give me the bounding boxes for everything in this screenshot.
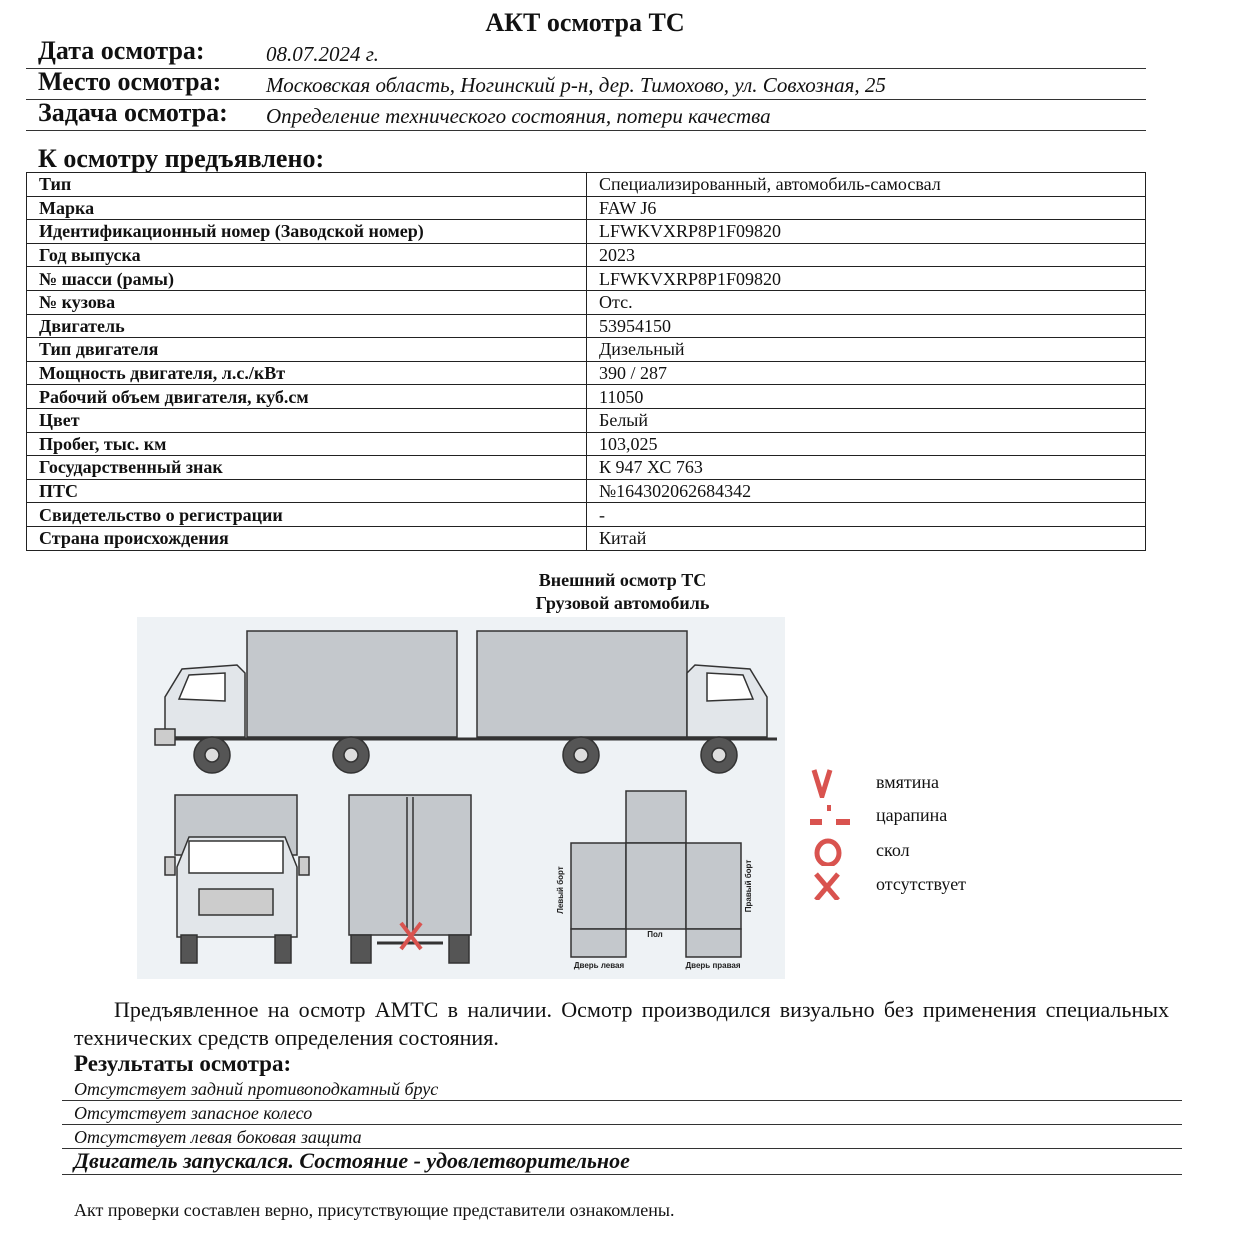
results-title: Результаты осмотра: <box>74 1051 292 1076</box>
diagram-caption: Внешний осмотр ТС <box>538 570 707 590</box>
chip-icon <box>808 836 852 866</box>
table-row <box>27 385 1146 409</box>
header-row-task <box>26 99 1146 131</box>
spec-value: №164302062684342 <box>587 479 1146 503</box>
result-final-text: Двигатель запускался. Состояние - удовлетворительное <box>74 1148 630 1173</box>
table-row <box>27 338 1146 362</box>
spec-value: Китай <box>587 526 1146 550</box>
spec-value: Белый <box>587 408 1146 432</box>
header-value: 08.07.2024 г. <box>266 42 379 66</box>
header-label: Задача осмотра: <box>38 98 228 127</box>
spec-key: Мощность двигателя, л.с./кВт <box>27 361 587 385</box>
table-row <box>27 173 1146 197</box>
spec-key: Рабочий объем двигателя, куб.см <box>27 385 587 409</box>
result-text: Отсутствует задний противоподкатный брус <box>74 1079 439 1099</box>
result-final-line <box>62 1148 1182 1175</box>
spec-value: - <box>587 503 1146 527</box>
header-row-place <box>26 68 1146 100</box>
missing-icon <box>808 870 852 900</box>
table-row <box>27 243 1146 267</box>
spec-key: Идентификационный номер (Заводской номер) <box>27 220 587 244</box>
header-value: Определение технического состояния, потери качества <box>266 104 771 128</box>
diagram-subcaption: Грузовой автомобиль <box>535 593 710 613</box>
spec-value: 2023 <box>587 243 1146 267</box>
table-row <box>27 290 1146 314</box>
dent-icon <box>808 768 852 798</box>
spec-value: LFWKVXRP8P1F09820 <box>587 220 1146 244</box>
label-door-left: Дверь левая <box>573 961 625 970</box>
inspection-paragraph: Предъявленное на осмотр АМТС в наличии. Осмотр производился визуально без применения специальных технических средств определения состояния. <box>74 997 1169 1050</box>
table-row <box>27 361 1146 385</box>
table-row <box>27 408 1146 432</box>
truck-side-right-drawing <box>467 631 777 773</box>
table-row <box>27 267 1146 291</box>
truck-side-left-drawing <box>155 631 467 773</box>
table-row <box>27 432 1146 456</box>
spec-value: 390 / 287 <box>587 361 1146 385</box>
spec-value: 53954150 <box>587 314 1146 338</box>
header-label: Дата осмотра: <box>38 36 205 65</box>
spec-key: Цвет <box>27 408 587 432</box>
spec-value: FAW J6 <box>587 196 1146 220</box>
legend-text: вмятина <box>876 772 939 792</box>
spec-key: ПТС <box>27 479 587 503</box>
spec-key: Год выпуска <box>27 243 587 267</box>
table-row <box>27 503 1146 527</box>
truck-front-drawing <box>165 795 309 963</box>
result-text: Отсутствует запасное колесо <box>74 1103 313 1123</box>
scratch-icon <box>808 801 852 831</box>
table-row <box>27 196 1146 220</box>
label-door-right: Дверь правая <box>685 961 741 970</box>
result-line <box>62 1078 1182 1101</box>
footer-note: Акт проверки составлен верно, присутствующие представители ознакомлены. <box>74 1200 675 1220</box>
table-row <box>27 479 1146 503</box>
table-row <box>27 456 1146 480</box>
spec-key: Свидетельство о регистрации <box>27 503 587 527</box>
spec-key: Государственный знак <box>27 456 587 480</box>
table-row <box>27 526 1146 550</box>
header-row-date <box>26 37 1146 69</box>
spec-key: Двигатель <box>27 314 587 338</box>
label-left-side: Левый борт <box>556 866 565 914</box>
section-title: К осмотру предъявлено: <box>38 144 325 173</box>
spec-value: LFWKVXRP8P1F09820 <box>587 267 1146 291</box>
spec-value: Специализированный, автомобиль-самосвал <box>587 173 1146 197</box>
legend-text: отсутствует <box>876 874 967 894</box>
truck-diagram <box>137 617 785 979</box>
spec-value: 11050 <box>587 385 1146 409</box>
table-row <box>27 220 1146 244</box>
document-title: АКТ осмотра ТС <box>485 8 685 37</box>
spec-value: Дизельный <box>587 338 1146 362</box>
spec-table <box>26 172 1146 551</box>
header-value: Московская область, Ногинский р-н, дер. Тимохово, ул. Совхозная, 25 <box>266 73 886 97</box>
legend-text: скол <box>876 840 910 860</box>
spec-key: Пробег, тыс. км <box>27 432 587 456</box>
spec-value: К 947 ХС 763 <box>587 456 1146 480</box>
header-label: Место осмотра: <box>38 67 222 96</box>
spec-key: № шасси (рамы) <box>27 267 587 291</box>
spec-key: № кузова <box>27 290 587 314</box>
spec-key: Тип двигателя <box>27 338 587 362</box>
spec-value: 103,025 <box>587 432 1146 456</box>
spec-key: Тип <box>27 173 587 197</box>
result-line <box>62 1126 1182 1149</box>
table-row <box>27 314 1146 338</box>
spec-key: Страна происхождения <box>27 526 587 550</box>
result-line <box>62 1102 1182 1125</box>
label-right-side: Правый борт <box>744 859 753 913</box>
spec-key: Марка <box>27 196 587 220</box>
legend-text: царапина <box>876 805 948 825</box>
result-text: Отсутствует левая боковая защита <box>74 1127 362 1147</box>
truck-diagram-svg <box>137 617 785 979</box>
spec-value: Отс. <box>587 290 1146 314</box>
label-floor: Пол <box>647 930 663 939</box>
